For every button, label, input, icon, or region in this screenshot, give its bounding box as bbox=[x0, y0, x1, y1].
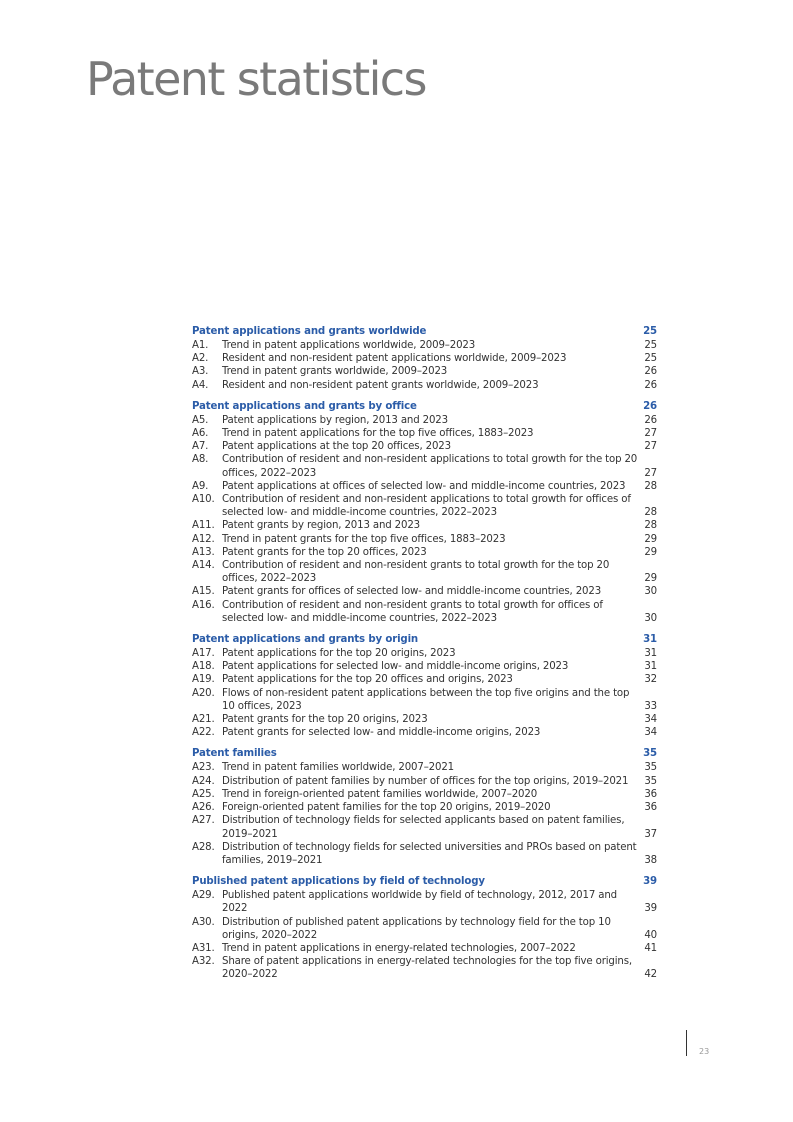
entry-number: A31. bbox=[192, 942, 215, 954]
entry-page-number: 35 bbox=[644, 762, 657, 774]
entry-number: A14. bbox=[192, 560, 215, 572]
toc-entry[interactable] bbox=[192, 814, 657, 840]
entry-title: Patent grants for the top 20 offices, 2023 bbox=[222, 546, 427, 558]
entry-number: A7. bbox=[192, 441, 209, 453]
toc-entry[interactable] bbox=[192, 841, 657, 867]
entry-title: Contribution of resident and non-resident applications to total growth for the top 20 offices, 2022–2023 bbox=[222, 454, 638, 479]
toc-entry[interactable] bbox=[192, 788, 657, 801]
entry-number: A18. bbox=[192, 661, 215, 673]
entry-page-number: 36 bbox=[644, 788, 657, 800]
entry-title: Contribution of resident and non-resident grants to total growth for offices of selected low- and middle-income countries, 2022–2023 bbox=[222, 599, 603, 624]
entry-number: A32. bbox=[192, 956, 215, 968]
toc-entry[interactable] bbox=[192, 453, 657, 479]
entry-number: A13. bbox=[192, 546, 215, 558]
toc-entry[interactable] bbox=[192, 673, 657, 686]
toc-entry[interactable] bbox=[192, 775, 657, 788]
entry-page-number: 28 bbox=[644, 507, 657, 519]
toc-entry[interactable] bbox=[192, 414, 657, 427]
entry-page-number: 26 bbox=[644, 414, 657, 426]
entry-title: Contribution of resident and non-resident applications to total growth for offices of selected low- and middle-income countries, 2022–2023 bbox=[222, 494, 631, 519]
section-page-number: 39 bbox=[643, 876, 657, 888]
entry-title: Patent applications by region, 2013 and 2023 bbox=[222, 414, 448, 426]
entry-title: Foreign-oriented patent families for the top 20 origins, 2019–2020 bbox=[222, 802, 551, 814]
table-of-contents bbox=[192, 325, 657, 990]
toc-section bbox=[192, 875, 657, 981]
section-title: Patent applications and grants by office bbox=[192, 400, 417, 412]
entry-page-number: 27 bbox=[644, 441, 657, 453]
entry-page-number: 35 bbox=[644, 775, 657, 787]
toc-entry[interactable] bbox=[192, 585, 657, 598]
toc-entry[interactable] bbox=[192, 559, 657, 585]
entry-page-number: 42 bbox=[644, 969, 657, 981]
page-title: Patent statistics bbox=[86, 52, 426, 106]
entry-page-number: 28 bbox=[644, 480, 657, 492]
entry-number: A19. bbox=[192, 674, 215, 686]
entry-title: Patent applications for the top 20 offices and origins, 2023 bbox=[222, 674, 513, 686]
entry-title: Patent grants for the top 20 origins, 2023 bbox=[222, 714, 428, 726]
toc-entry[interactable] bbox=[192, 761, 657, 774]
toc-entry[interactable] bbox=[192, 801, 657, 814]
entry-number: A15. bbox=[192, 586, 215, 598]
entry-title: Trend in patent grants worldwide, 2009–2023 bbox=[222, 366, 448, 378]
entry-title: Published patent applications worldwide by field of technology, 2012, 2017 and 2022 bbox=[222, 890, 617, 915]
section-title: Patent applications and grants worldwide bbox=[192, 326, 427, 337]
entry-title: Patent grants for offices of selected low- and middle-income countries, 2023 bbox=[222, 586, 602, 598]
toc-entry[interactable] bbox=[192, 440, 657, 453]
footer-divider bbox=[686, 1030, 687, 1056]
section-page-number: 35 bbox=[643, 748, 657, 760]
toc-entry[interactable] bbox=[192, 687, 657, 713]
entry-title: Trend in patent applications in energy-related technologies, 2007–2022 bbox=[222, 942, 576, 954]
toc-entry[interactable] bbox=[192, 660, 657, 673]
entry-title: Patent grants by region, 2013 and 2023 bbox=[222, 520, 420, 532]
entry-title: Share of patent applications in energy-related technologies for the top five origins, 2020–2022 bbox=[222, 956, 632, 981]
entry-page-number: 25 bbox=[644, 353, 657, 365]
toc-entry[interactable] bbox=[192, 339, 657, 352]
entry-number: A22. bbox=[192, 727, 215, 739]
entry-title: Distribution of patent families by number of offices for the top origins, 2019–2021 bbox=[222, 775, 629, 787]
entry-title: Distribution of published patent applications by technology field for the top 10 origins, 2020–2022 bbox=[222, 916, 611, 941]
toc-entry[interactable] bbox=[192, 955, 657, 981]
entry-page-number: 34 bbox=[644, 714, 657, 726]
toc-entry[interactable] bbox=[192, 647, 657, 660]
toc-entry[interactable] bbox=[192, 942, 657, 955]
toc-section-heading[interactable] bbox=[192, 747, 657, 761]
entry-number: A9. bbox=[192, 480, 209, 492]
toc-entry[interactable] bbox=[192, 599, 657, 625]
entry-page-number: 30 bbox=[644, 612, 657, 624]
entry-title: Resident and non-resident patent applications worldwide, 2009–2023 bbox=[222, 353, 567, 365]
entry-number: A1. bbox=[192, 340, 209, 351]
entry-page-number: 32 bbox=[644, 674, 657, 686]
entry-page-number: 28 bbox=[644, 520, 657, 532]
entry-page-number: 25 bbox=[644, 340, 657, 351]
toc-section bbox=[192, 747, 657, 867]
toc-section-heading[interactable] bbox=[192, 325, 657, 339]
entry-title: Patent applications for the top 20 origins, 2023 bbox=[222, 648, 456, 660]
entry-number: A5. bbox=[192, 414, 209, 426]
entry-title: Distribution of technology fields for selected applicants based on patent families, 2019–2021 bbox=[222, 815, 625, 840]
entry-title: Patent applications for selected low- and middle-income origins, 2023 bbox=[222, 661, 569, 673]
entry-number: A24. bbox=[192, 775, 215, 787]
entry-number: A6. bbox=[192, 428, 209, 440]
section-title: Patent applications and grants by origin bbox=[192, 634, 419, 646]
entry-title: Trend in patent applications worldwide, 2009–2023 bbox=[222, 340, 476, 351]
toc-entry[interactable] bbox=[192, 480, 657, 493]
entry-page-number: 26 bbox=[644, 379, 657, 391]
entry-page-number: 34 bbox=[644, 727, 657, 739]
toc-entry[interactable] bbox=[192, 889, 657, 915]
toc-section bbox=[192, 325, 657, 392]
entry-page-number: 38 bbox=[644, 854, 657, 866]
toc-entry[interactable] bbox=[192, 519, 657, 532]
toc-entry[interactable] bbox=[192, 546, 657, 559]
entry-title: Trend in patent applications for the top five offices, 1883–2023 bbox=[222, 428, 534, 440]
entry-number: A8. bbox=[192, 454, 209, 466]
entry-number: A20. bbox=[192, 687, 215, 699]
toc-entry[interactable] bbox=[192, 533, 657, 546]
entry-number: A26. bbox=[192, 802, 215, 814]
toc-entry[interactable] bbox=[192, 427, 657, 440]
entry-title: Distribution of technology fields for selected universities and PROs based on patent families, 2019–2021 bbox=[222, 841, 637, 866]
entry-number: A12. bbox=[192, 533, 215, 545]
toc-section-heading[interactable] bbox=[192, 875, 657, 889]
entry-page-number: 30 bbox=[644, 586, 657, 598]
entry-title: Trend in patent families worldwide, 2007–2021 bbox=[222, 762, 454, 774]
entry-page-number: 40 bbox=[644, 929, 657, 941]
entry-number: A28. bbox=[192, 841, 215, 853]
entry-page-number: 27 bbox=[644, 467, 657, 479]
entry-number: A11. bbox=[192, 520, 215, 532]
toc-entry[interactable] bbox=[192, 365, 657, 378]
page-number: 23 bbox=[699, 1047, 710, 1056]
toc-entry[interactable] bbox=[192, 493, 657, 519]
entry-page-number: 29 bbox=[644, 573, 657, 585]
entry-number: A16. bbox=[192, 599, 215, 611]
entry-number: A21. bbox=[192, 714, 215, 726]
entry-page-number: 36 bbox=[644, 802, 657, 814]
entry-page-number: 31 bbox=[644, 648, 657, 660]
entry-page-number: 39 bbox=[644, 903, 657, 915]
entry-title: Contribution of resident and non-resident grants to total growth for the top 20 offices, 2022–2023 bbox=[222, 560, 610, 585]
entry-page-number: 29 bbox=[644, 546, 657, 558]
entry-title: Resident and non-resident patent grants worldwide, 2009–2023 bbox=[222, 379, 539, 391]
entry-number: A23. bbox=[192, 762, 215, 774]
entry-page-number: 27 bbox=[644, 428, 657, 440]
entry-page-number: 29 bbox=[644, 533, 657, 545]
toc-section-heading[interactable] bbox=[192, 400, 657, 414]
toc-entry[interactable] bbox=[192, 352, 657, 365]
entry-title: Patent grants for selected low- and middle-income origins, 2023 bbox=[222, 727, 541, 739]
entry-number: A4. bbox=[192, 379, 209, 391]
entry-number: A27. bbox=[192, 815, 215, 827]
entry-page-number: 41 bbox=[644, 942, 657, 954]
toc-entry[interactable] bbox=[192, 713, 657, 726]
entry-number: A10. bbox=[192, 494, 215, 506]
entry-number: A29. bbox=[192, 890, 215, 902]
entry-title: Trend in patent grants for the top five offices, 1883–2023 bbox=[222, 533, 506, 545]
entry-title: Trend in foreign-oriented patent families worldwide, 2007–2020 bbox=[222, 788, 538, 800]
entry-number: A25. bbox=[192, 788, 215, 800]
toc-section-heading[interactable] bbox=[192, 633, 657, 647]
entry-number: A3. bbox=[192, 366, 209, 378]
entry-number: A30. bbox=[192, 916, 215, 928]
entry-number: A17. bbox=[192, 648, 215, 660]
toc-entry[interactable] bbox=[192, 726, 657, 739]
section-title: Published patent applications by field of technology bbox=[192, 876, 485, 888]
section-title: Patent families bbox=[192, 748, 277, 760]
entry-title: Patent applications at offices of selected low- and middle-income countries, 2023 bbox=[222, 480, 626, 492]
toc-section bbox=[192, 633, 657, 739]
section-page-number: 31 bbox=[643, 634, 657, 646]
entry-page-number: 26 bbox=[644, 366, 657, 378]
section-page-number: 25 bbox=[643, 326, 657, 337]
entry-number: A2. bbox=[192, 353, 209, 365]
entry-title: Flows of non-resident patent applications between the top five origins and the top 10 offices, 2023 bbox=[222, 687, 630, 712]
toc-entry[interactable] bbox=[192, 916, 657, 942]
entry-page-number: 31 bbox=[644, 661, 657, 673]
entry-page-number: 33 bbox=[644, 700, 657, 712]
entry-title: Patent applications at the top 20 offices, 2023 bbox=[222, 441, 451, 453]
section-page-number: 26 bbox=[643, 400, 657, 412]
entry-page-number: 37 bbox=[644, 828, 657, 840]
toc-section bbox=[192, 400, 657, 625]
toc-entry[interactable] bbox=[192, 379, 657, 392]
